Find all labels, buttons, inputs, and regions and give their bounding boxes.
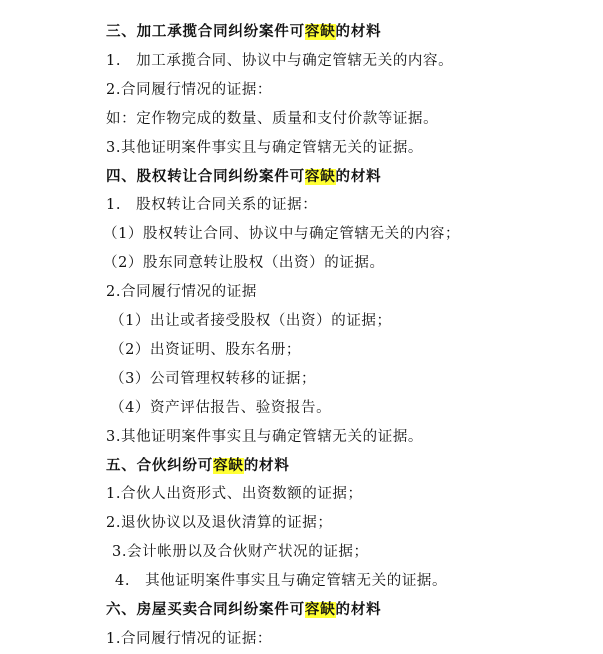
paragraph-line [115, 567, 447, 596]
line-text: （2）股东同意转让股权（出资）的证据。 [103, 255, 385, 272]
heading-text: 三、加工承揽合同纠纷案件可 [106, 24, 305, 40]
paragraph-line [112, 538, 369, 567]
section-heading [106, 452, 290, 481]
section-heading [106, 18, 381, 47]
line-text: （3）公司管理权转移的证据； [110, 370, 317, 387]
heading-suffix: 的材料 [243, 457, 290, 474]
line-text: 3.会计帐册以及合伙财产状况的证据； [112, 544, 369, 561]
line-text: 1. 股权转让合同关系的证据： [106, 197, 318, 214]
paragraph-line [110, 365, 316, 394]
paragraph-line [106, 191, 317, 220]
line-text: 3.其他证明案件事实且与确定管辖无关的证据。 [106, 428, 424, 445]
line-text: （4）资产评估报告、验资报告。 [110, 399, 332, 416]
paragraph-line [106, 423, 423, 452]
line-text: （1）出让或者接受股权（出资）的证据； [110, 313, 392, 329]
heading-suffix: 的材料 [335, 602, 382, 618]
heading-suffix: 的材料 [335, 24, 382, 40]
line-text: 如：定作物完成的数量、质量和支付价款等证据。 [106, 110, 439, 127]
heading-text: 五、合伙纠纷可 [106, 457, 214, 474]
paragraph-line [106, 625, 272, 654]
paragraph-line [106, 480, 363, 509]
paragraph-line [110, 394, 331, 423]
paragraph-line [106, 105, 438, 134]
highlighted-term: 容缺 [304, 602, 336, 618]
line-text: （1）股权转让合同、协议中与确定管辖无关的内容； [103, 226, 461, 243]
paragraph-line [106, 76, 272, 105]
line-text: 2.合同履行情况的证据： [106, 81, 273, 98]
section-heading [106, 596, 381, 625]
paragraph-line [106, 278, 257, 307]
heading-suffix: 的材料 [335, 168, 382, 185]
line-text: 4. 其他证明案件事实且与确定管辖无关的证据。 [115, 573, 448, 590]
paragraph-line [103, 220, 460, 249]
line-text: 3.其他证明案件事实且与确定管辖无关的证据。 [106, 139, 424, 156]
paragraph-line [103, 249, 385, 278]
highlighted-term: 容缺 [304, 168, 336, 185]
highlighted-term: 容缺 [304, 24, 336, 40]
paragraph-line [106, 47, 453, 76]
paragraph-line [106, 509, 332, 538]
paragraph-line [110, 336, 301, 365]
paragraph-line [106, 134, 423, 163]
paragraph-line [110, 307, 392, 336]
line-text: 2.合同履行情况的证据 [106, 284, 257, 301]
line-text: 1.合伙人出资形式、出资数额的证据； [106, 486, 363, 503]
line-text: 1. 加工承揽合同、协议中与确定管辖无关的内容。 [106, 52, 454, 69]
line-text: 1.合同履行情况的证据： [106, 630, 273, 647]
section-heading [106, 163, 381, 192]
line-text: 2.退伙协议以及退伙清算的证据； [106, 515, 333, 532]
line-text: （2）出资证明、股东名册； [110, 341, 302, 358]
highlighted-term: 容缺 [213, 457, 244, 474]
heading-text: 六、房屋买卖合同纠纷案件可 [106, 602, 305, 618]
heading-text: 四、股权转让合同纠纷案件可 [106, 168, 305, 185]
